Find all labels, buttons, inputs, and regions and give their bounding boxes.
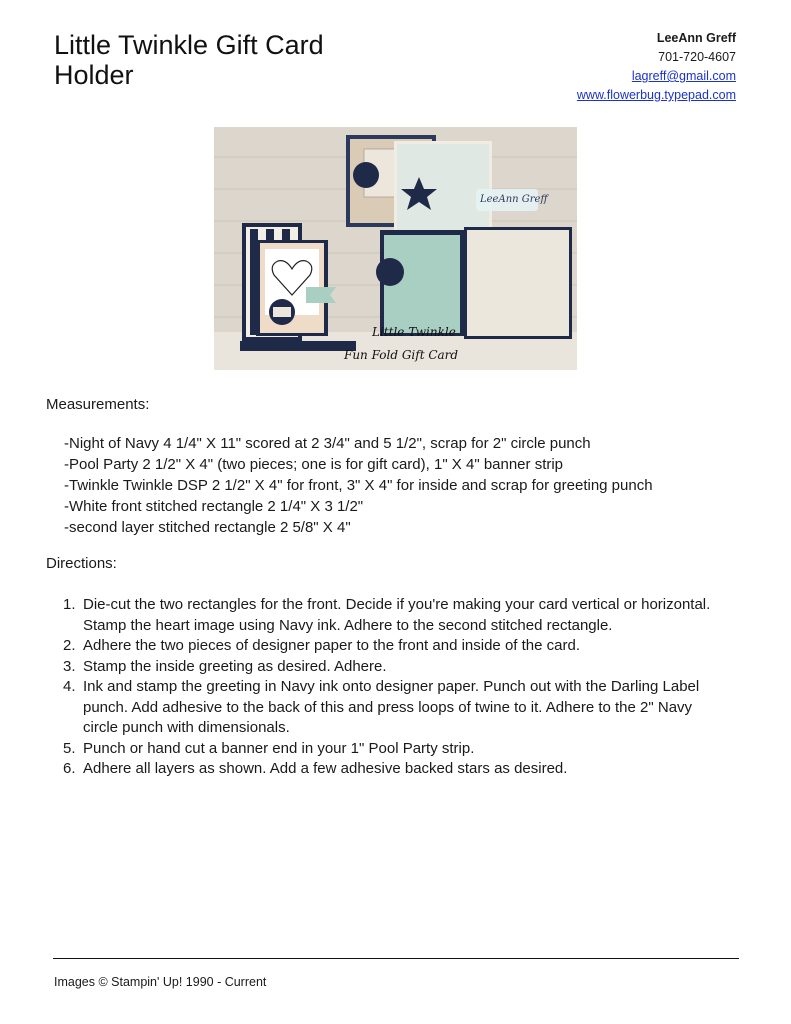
step-text [83,636,753,657]
measurement-item: -White front stitched rectangle 2 1/4" X 3 1/2" [64,498,364,515]
step-number: 6. [63,760,76,777]
step-line: punch. Add adhesive to the back of this and press loops of twine to it. Adhere to the 2" Navy [83,698,693,716]
step-number: 4. [63,678,76,695]
title-line-2: Holder [54,60,134,90]
direction-step [63,739,753,760]
direction-step [63,595,753,636]
photo-caption-line-1: Little Twinkle [372,325,456,339]
direction-step [63,657,753,678]
step-line: circle punch with dimensionals. [83,719,290,736]
step-line: Die-cut the two rectangles for the front. Decide if you're making your card vertical or horizontal. [83,596,711,613]
step-text [83,739,753,760]
step-text [83,677,753,739]
step-line: Punch or hand cut a banner end in your 1" Pool Party strip. [83,739,475,757]
directions-list [63,595,753,780]
page-title [54,30,434,90]
step-number: 5. [63,739,76,757]
contact-email-link[interactable]: lagreff@gmail.com [631,69,736,83]
contact-phone: 701-720-4607 [658,50,736,64]
step-line: Stamp the heart image using Navy ink. Adhere to the second stitched rectangle. [83,616,613,634]
step-text [83,657,753,678]
directions-heading: Directions: [46,555,117,572]
measurement-item: -Twinkle Twinkle DSP 2 1/2" X 4" for front, 3" X 4" for inside and scrap for greeting punch [64,477,653,494]
measurements-list [64,433,653,538]
step-line: Adhere the two pieces of designer paper to the front and inside of the card. [83,637,580,654]
measurement-item: -second layer stitched rectangle 2 5/8" X 4" [64,519,351,536]
measurement-item: -Night of Navy 4 1/4" X 11" scored at 2 3/4" and 5 1/2", scrap for 2" circle punch [64,435,591,452]
title-line-1: Little Twinkle Gift Card [54,30,324,60]
step-line: Adhere all layers as shown. Add a few adhesive backed stars as desired. [83,760,568,777]
contact-block [577,29,736,105]
measurement-item: -Pool Party 2 1/2" X 4" (two pieces; one is for gift card), 1" X 4" banner strip [64,456,564,473]
step-line: Ink and stamp the greeting in Navy ink onto designer paper. Punch out with the Darling Label [83,678,700,695]
direction-step [63,677,753,739]
photo-caption-line-2: Fun Fold Gift Card [344,348,459,362]
step-line: Stamp the inside greeting as desired. Adhere. [83,657,387,675]
direction-step [63,636,753,657]
step-text [83,595,753,636]
step-number: 2. [63,637,76,654]
step-number: 1. [63,596,76,613]
step-text [83,759,753,780]
step-number: 3. [63,657,76,675]
contact-name: LeeAnn Greff [656,31,736,45]
contact-website-link[interactable]: www.flowerbug.typepad.com [576,88,736,102]
footer-copyright: Images © Stampin' Up! 1990 - Current [54,975,267,989]
project-photo [214,127,577,370]
watermark-name: LeeAnn Greff [480,194,548,205]
direction-step [63,759,753,780]
footer-divider [53,958,739,959]
measurements-heading: Measurements: [46,396,150,413]
